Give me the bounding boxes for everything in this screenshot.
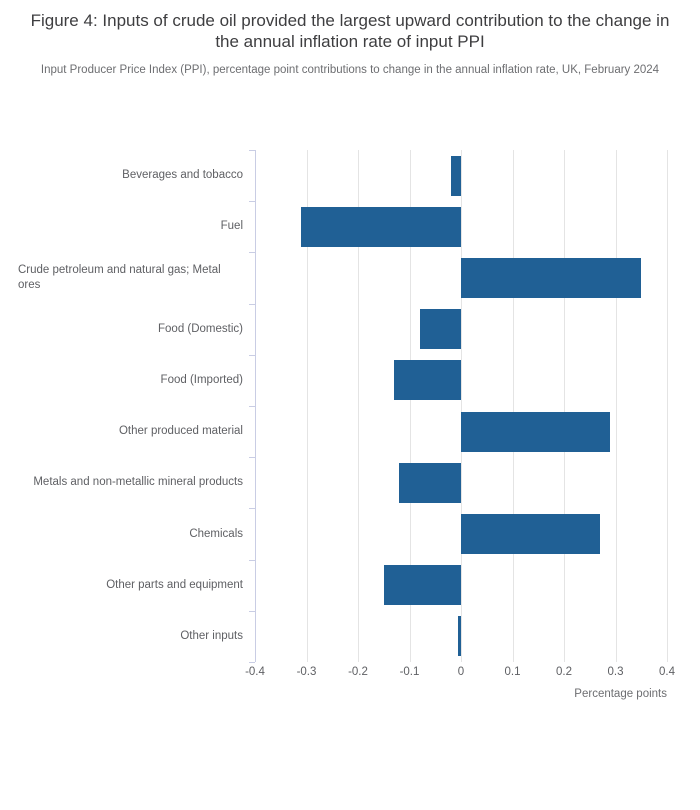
bar-food-imported [394, 360, 461, 400]
category-label: Other parts and equipment [106, 578, 243, 591]
bar-food-domestic [420, 309, 461, 349]
category-label: Other inputs [180, 629, 243, 642]
bar-other-inputs [458, 616, 461, 656]
y-axis-tick [249, 611, 255, 612]
x-tick-label: 0 [457, 666, 465, 678]
bar-chart [0, 150, 700, 710]
y-axis-tick [249, 201, 255, 202]
x-axis [245, 666, 675, 686]
x-tick-label: 0.2 [556, 666, 572, 678]
gridline [616, 150, 617, 662]
category-label: Metals and non-metallic mineral products [33, 476, 243, 489]
y-axis-tick [249, 508, 255, 509]
y-axis-tick [249, 662, 255, 663]
bar-chemicals [461, 514, 600, 554]
category-label: Food (Domestic) [158, 322, 243, 335]
category-label: Beverages and tobacco [122, 169, 243, 182]
x-tick-label: 0.4 [659, 666, 675, 678]
category-label: Food (Imported) [160, 373, 243, 386]
y-axis-line [255, 150, 256, 662]
x-tick-label: -0.1 [399, 666, 420, 678]
x-tick-label: -0.3 [296, 666, 317, 678]
category-label: Chemicals [189, 527, 243, 540]
gridline [564, 150, 565, 662]
y-axis-tick [249, 304, 255, 305]
bar-other-parts-and-equipment [384, 565, 461, 605]
x-axis-title: Percentage points [574, 688, 667, 700]
bar-other-produced-material [461, 412, 610, 452]
bar-metals-and-non-metallic-mineral-products [399, 463, 461, 503]
y-axis-tick [249, 457, 255, 458]
gridline [513, 150, 514, 662]
y-axis-tick [249, 560, 255, 561]
bar-crude-petroleum-and-natural-gas-metal-ores [461, 258, 641, 298]
category-label: Other produced material [118, 425, 243, 438]
x-tick-label: -0.4 [245, 666, 265, 678]
chart-title: Figure 4: Inputs of crude oil provided the largest upward contribution to the change in the annual inflation rate of input PPI [30, 11, 670, 52]
bar-beverages-and-tobacco [451, 156, 461, 196]
category-label: Fuel [220, 220, 243, 233]
y-axis-tick [249, 355, 255, 356]
y-axis-tick [249, 406, 255, 407]
bar-fuel [301, 207, 461, 247]
x-tick-label: -0.2 [348, 666, 368, 678]
category-axis [18, 150, 243, 662]
y-axis-tick [249, 252, 255, 253]
gridline [667, 150, 668, 662]
chart-subtitle: Input Producer Price Index (PPI), percentage point contributions to change in the annual inflation rate, UK, February 2024 [40, 63, 660, 76]
x-tick-label: 0.3 [607, 666, 624, 678]
y-axis-tick [249, 150, 255, 151]
plot-area [255, 150, 667, 662]
category-label: Crude petroleum and natural gas; Metal ores [18, 264, 221, 291]
x-tick-label: 0.1 [504, 666, 521, 678]
gridline [461, 150, 462, 662]
